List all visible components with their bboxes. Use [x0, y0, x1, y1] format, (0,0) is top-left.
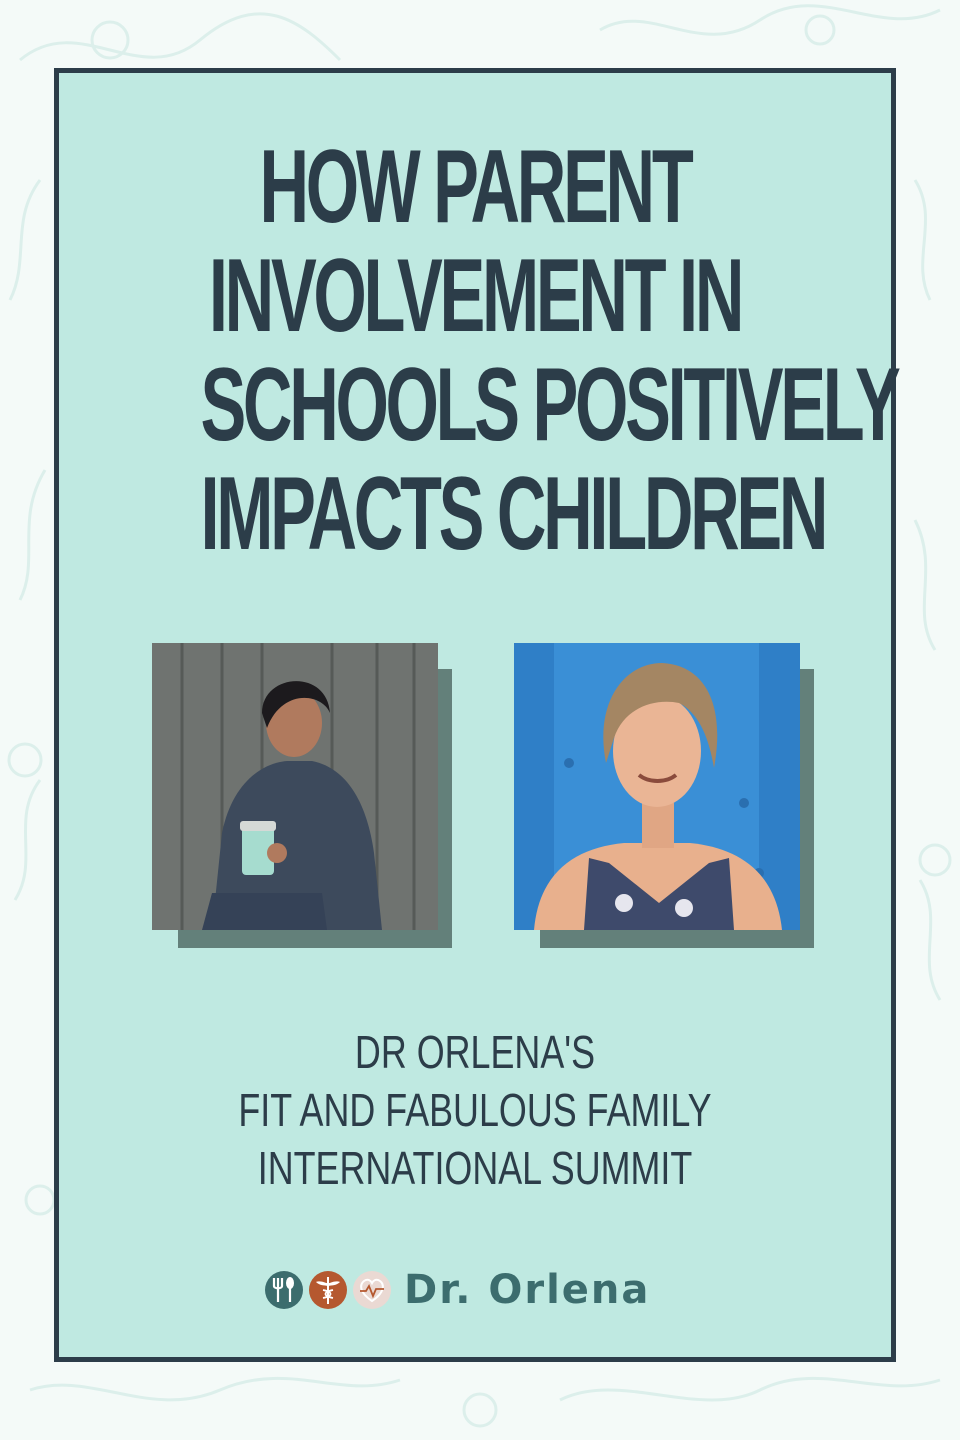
title-line: INVOLVEMENT IN — [208, 238, 742, 354]
poster-card — [54, 68, 896, 1362]
subtitle-line: FIT AND FABULOUS FAMILY — [238, 1084, 712, 1136]
title-line: IMPACTS CHILDREN — [200, 456, 826, 572]
subtitle-line: DR ORLENA'S — [354, 1026, 596, 1078]
fork-spoon-icon — [264, 1270, 304, 1310]
title-line: SCHOOLS POSITIVELY — [200, 347, 898, 463]
caduceus-icon — [308, 1270, 348, 1310]
host-photo — [514, 643, 800, 930]
poster-title — [59, 129, 898, 572]
host-photo-frame — [514, 643, 814, 948]
guest-photo — [152, 643, 438, 930]
brand-logo — [264, 1265, 744, 1315]
title-line: HOW PARENT — [259, 129, 691, 245]
event-subtitle — [59, 1023, 891, 1197]
brand-name: Dr. Orlena — [404, 1267, 651, 1313]
heartbeat-icon — [352, 1270, 392, 1310]
subtitle-line: INTERNATIONAL SUMMIT — [257, 1142, 693, 1194]
guest-photo-frame — [152, 643, 452, 948]
